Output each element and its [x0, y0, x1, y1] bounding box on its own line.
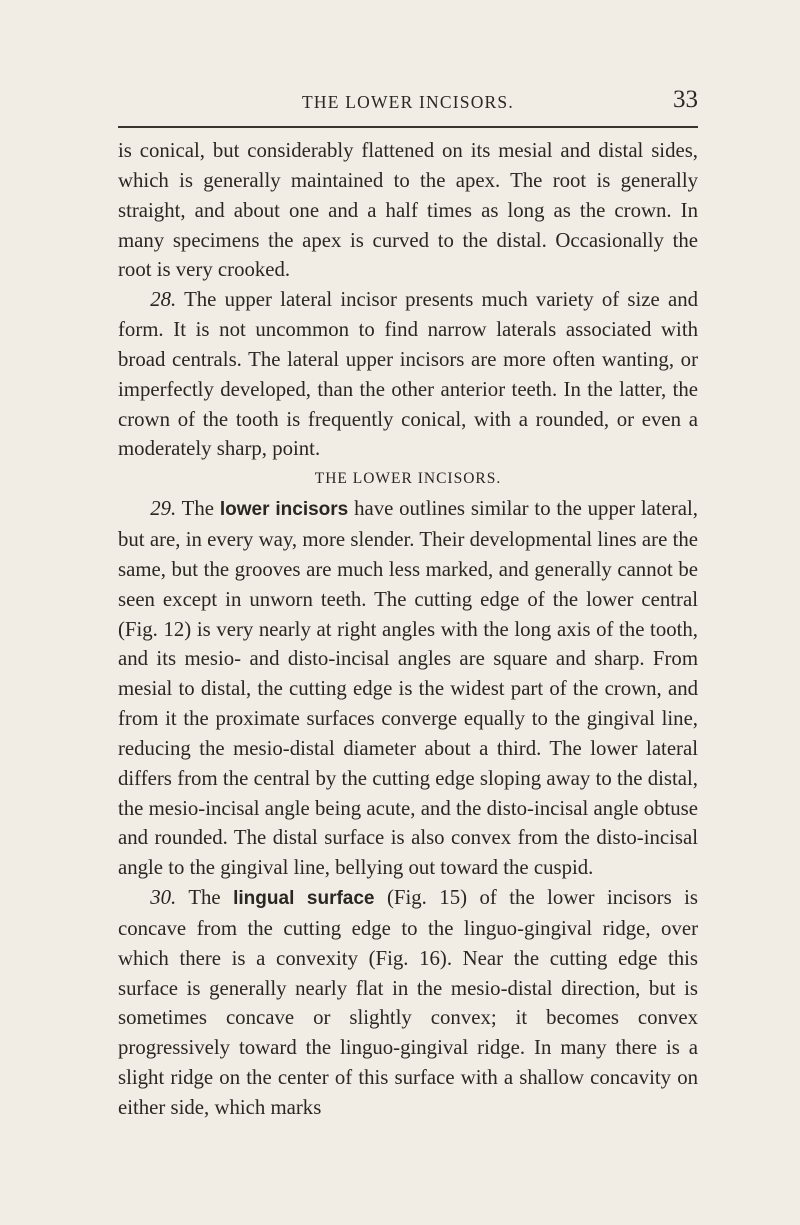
paragraph-number: 30. [150, 886, 177, 910]
paragraph-continued: is conical, but considerably flattened on its mesial and distal sides, which is generally maintained to the apex. The root is generally straight, and about one and a half times as long as the crown. In many specimens the apex is curved to the distal. Occasionally the root is very crooked. [118, 139, 698, 282]
bold-term: lingual surface [233, 888, 375, 910]
page-number: 33 [673, 86, 698, 113]
paragraph-lead: The [176, 497, 220, 521]
paragraph-28 [118, 285, 698, 464]
bold-term: lower incisors [219, 499, 349, 521]
paragraph-number: 29. [150, 497, 177, 521]
paragraph-30 [118, 883, 698, 1123]
running-head [118, 86, 698, 120]
paragraph-29 [118, 494, 698, 883]
paragraph-text: have outlines similar to the upper lateral, but are, in every way, more slender. Their developmental lines are the same, but the grooves are much less marked, and generally cannot be seen except in unworn teeth. The cutting edge of the lower central (Fig. 12) is very nearly at right angles with the long axis of the tooth, and its mesio- and disto-incisal angles are square and sharp. From mesial to distal, the cutting edge is the widest part of the crown, and from it the proximate surfaces converge equally to the gingival line, reducing the mesio-distal diameter about a third. The lower lateral differs from the central by the cutting edge sloping away to the distal, the mesio-incisal angle being acute, and the disto-incisal angle obtuse and rounded. The distal surface is also convex from the disto-incisal angle to the gingival line, bellying out toward the cuspid. [118, 497, 698, 880]
paragraph-text: (Fig. 15) of the lower incisors is concave from the cutting edge to the linguo-gingival ridge, over which there is a convexity (Fig. 16). Near the cutting edge this surface is generally nearly flat in the mesio-distal direction, but is sometimes concave or slightly convex; it becomes convex progressively toward the linguo-gingival ridge. In many there is a slight ridge on the center of this surface with a shallow concavity on either side, which marks [118, 886, 698, 1119]
paragraph-text: The upper lateral incisor presents much variety of size and form. It is not uncommon to find narrow laterals associated with broad centrals. The lateral upper incisors are more often wanting, or imperfectly developed, than the other anterior teeth. In the latter, the crown of the tooth is frequently conical, with a rounded, or even a moderately sharp, point. [118, 288, 698, 461]
header-rule [118, 126, 698, 128]
paragraph-number: 28. [150, 288, 177, 312]
running-title: THE LOWER INCISORS. [302, 92, 514, 112]
paragraph-lead: The [176, 886, 234, 910]
body-text [118, 136, 698, 1123]
section-heading: THE LOWER INCISORS. [314, 470, 502, 488]
